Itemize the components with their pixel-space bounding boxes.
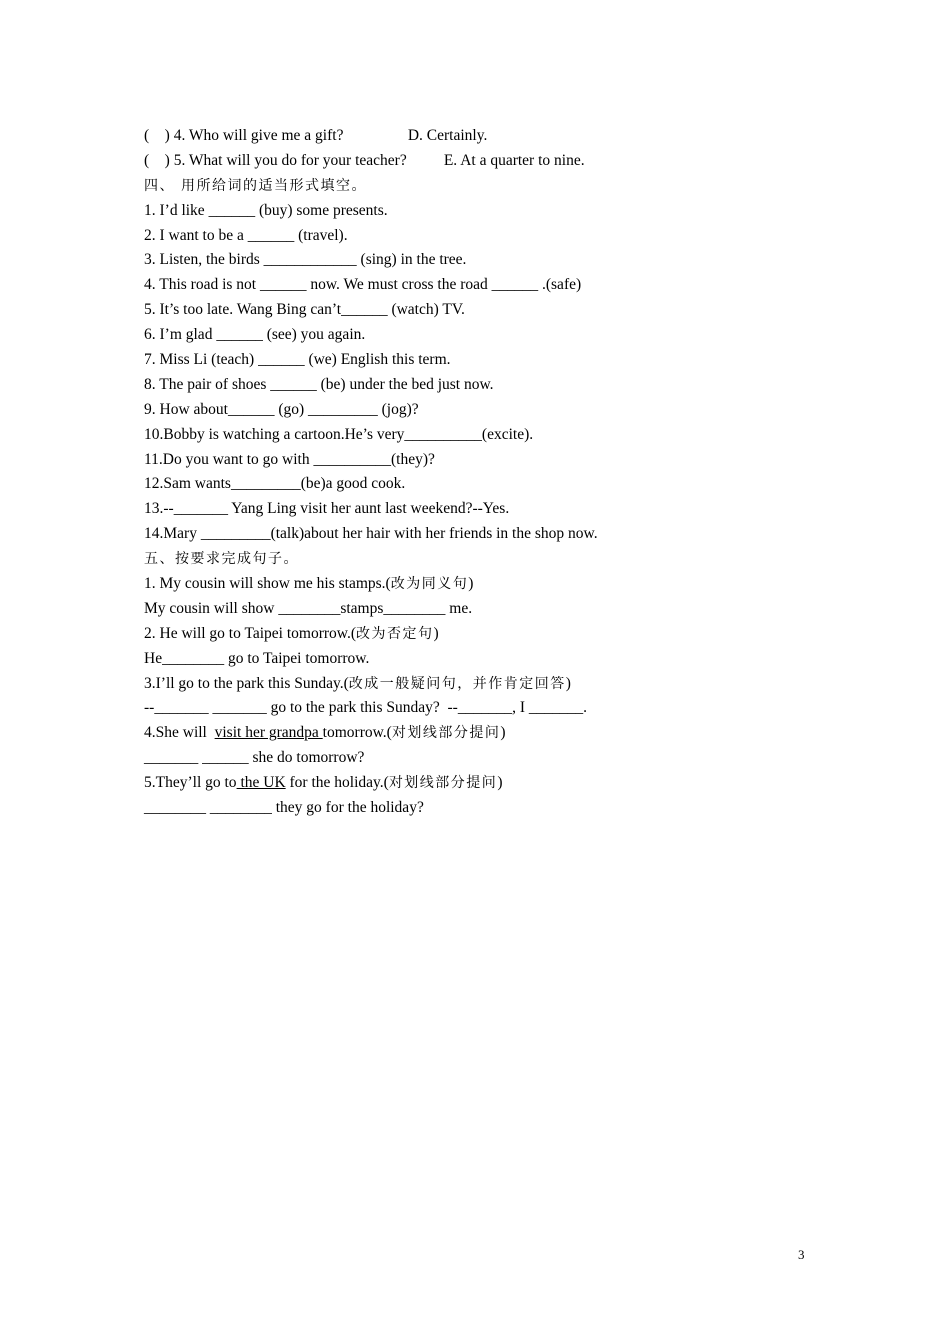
rewrite-answer-5: ________ ________ they go for the holiday?	[144, 799, 424, 817]
rewrite-answer-4: _______ ______ she do tomorrow?	[144, 749, 365, 767]
fill-item-5: 5. It’s too late. Wang Bing can’t______ (watch) TV.	[144, 301, 465, 319]
rewrite-question-4: 4.She will visit her grandpa tomorrow.(对划线部分提问)	[144, 724, 506, 742]
instruction-note: 改成一般疑问句，并作肯定回答	[348, 675, 566, 692]
fill-item-13: 13.--_______ Yang Ling visit her aunt last weekend?--Yes.	[144, 500, 510, 518]
instruction-note: 改为同义句	[390, 576, 469, 593]
section-4-heading: 四、 用所给词的适当形式填空。	[144, 177, 367, 194]
section-5-heading: 五、按要求完成句子。	[144, 551, 299, 568]
underlined-phrase: the UK	[236, 774, 286, 792]
rewrite-answer-2: He________ go to Taipei tomorrow.	[144, 649, 370, 667]
matching-item-4	[144, 124, 844, 149]
fill-item-3: 3. Listen, the birds ____________ (sing) in the tree.	[144, 251, 467, 269]
fill-item-1: 1. I’d like ______ (buy) some presents.	[144, 201, 388, 219]
answer-bracket: ( )	[144, 127, 170, 144]
question-text: 5. What will you do for your teacher?	[169, 151, 407, 169]
fill-item-14: 14.Mary _________(talk)about her hair with her friends in the shop now.	[144, 525, 598, 543]
question-text: 4. Who will give me a gift?	[169, 127, 344, 144]
page-number: 3	[798, 1247, 805, 1262]
fill-item-9: 9. How about______ (go) _________ (jog)?	[144, 400, 419, 418]
fill-item-10: 10.Bobby is watching a cartoon.He’s very__________(excite).	[144, 425, 534, 443]
rewrite-question-1: 1. My cousin will show me his stamps.(改为同义句)	[144, 575, 474, 593]
fill-item-4: 4. This road is not ______ now. We must cross the road ______ .(safe)	[144, 276, 582, 294]
instruction-note: 对划线部分提问	[388, 775, 498, 792]
fill-item-11: 11.Do you want to go with __________(they)?	[144, 450, 435, 468]
rewrite-question-5: 5.They’ll go to the UK for the holiday.(对划线部分提问)	[144, 774, 503, 792]
option-text: E. At a quarter to nine.	[443, 151, 585, 169]
fill-item-2: 2. I want to be a ______ (travel).	[144, 226, 348, 244]
rewrite-question-2: 2. He will go to Taipei tomorrow.(改为否定句)	[144, 624, 439, 642]
underlined-phrase: visit her grandpa	[214, 724, 323, 742]
worksheet-page	[144, 124, 844, 821]
fill-item-8: 8. The pair of shoes ______ (be) under the bed just now.	[144, 375, 494, 393]
instruction-note: 改为否定句	[356, 625, 434, 642]
rewrite-question-3: 3.I’ll go to the park this Sunday.(改成一般疑问句，并作肯定回答)	[144, 674, 571, 692]
rewrite-answer-3: --_______ _______ go to the park this Sunday? --_______, I _______.	[144, 699, 587, 717]
fill-item-12: 12.Sam wants_________(be)a good cook.	[144, 475, 406, 493]
matching-item-5	[144, 149, 844, 174]
fill-item-7: 7. Miss Li (teach) ______ (we) English this term.	[144, 351, 451, 369]
instruction-note: 对划线部分提问	[391, 725, 501, 742]
answer-bracket: ( )	[144, 151, 170, 169]
fill-item-6: 6. I’m glad ______ (see) you again.	[144, 326, 366, 344]
option-text: D. Certainly.	[407, 127, 488, 144]
rewrite-answer-1: My cousin will show ________stamps________ me.	[144, 599, 473, 617]
